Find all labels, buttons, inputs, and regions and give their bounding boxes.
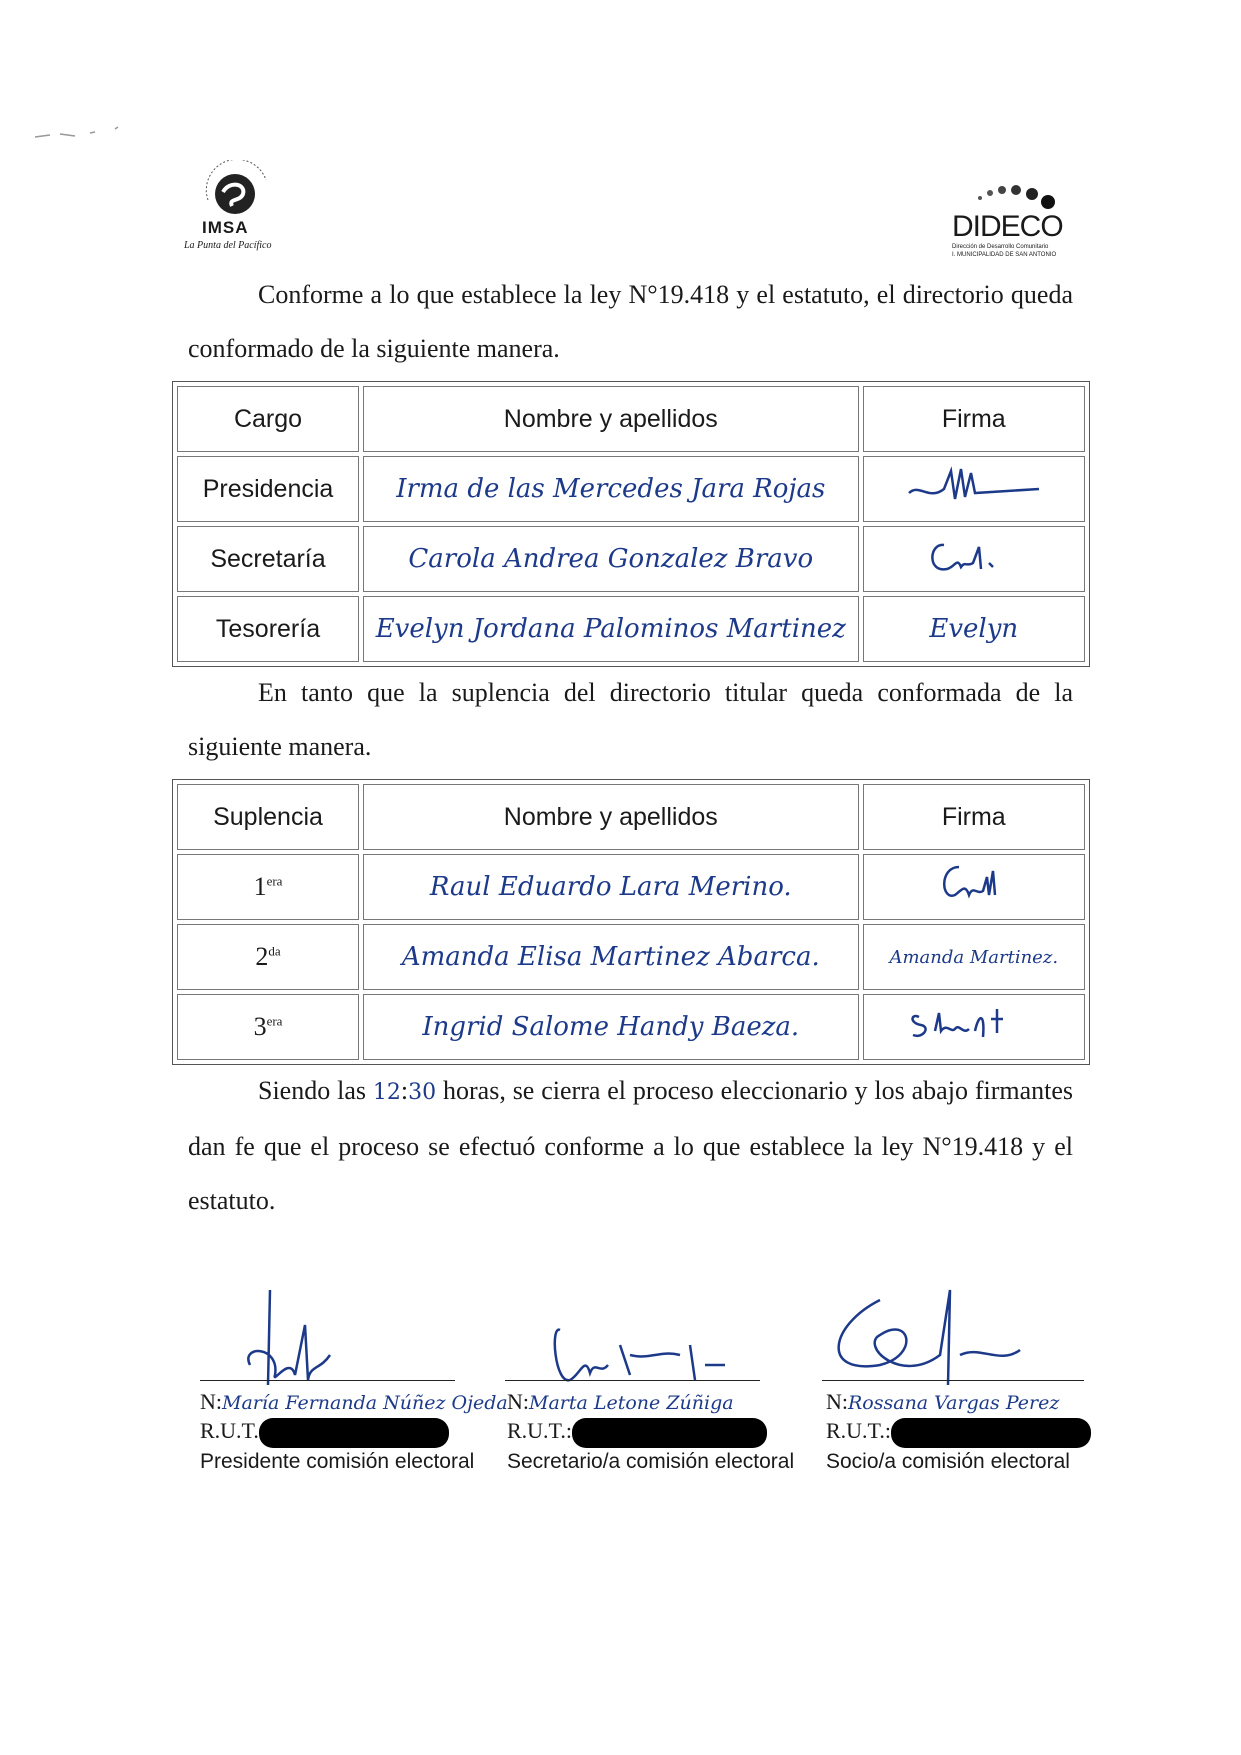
table-row <box>177 596 1085 662</box>
nombre-cell: Irma de las Mercedes Jara Rojas <box>363 456 859 522</box>
table-row <box>177 854 1085 920</box>
table-row <box>177 994 1085 1060</box>
role-caption: Socio/a comisión electoral <box>826 1449 1070 1473</box>
signature-line <box>822 1380 1084 1381</box>
firma-cell <box>863 526 1085 592</box>
signature-president-icon <box>248 1290 330 1385</box>
dideco-subtitle-1: Dirección de Desarrollo Comunitario <box>952 244 1049 250</box>
signatures-graphics <box>180 1285 1080 1400</box>
firma-cell <box>863 854 1085 920</box>
signature-secretary-icon <box>555 1330 725 1381</box>
firma-cell: Evelyn <box>863 596 1085 662</box>
redacted-rut <box>259 1418 449 1448</box>
rut-label: R.U.T. <box>200 1418 259 1443</box>
cargo-cell: Secretaría <box>177 526 359 592</box>
order-number: 2 <box>255 942 269 971</box>
signatory-name: María Fernanda Núñez Ojeda <box>222 1392 508 1414</box>
header-nombre: Nombre y apellidos <box>363 386 859 452</box>
cierre-sep: : <box>400 1076 409 1105</box>
header-firma: Firma <box>863 386 1085 452</box>
n-label: N: <box>507 1389 529 1414</box>
dideco-subtitle-2: I. MUNICIPALIDAD DE SAN ANTONIO <box>952 252 1057 258</box>
nombre-cell: Raul Eduardo Lara Merino. <box>363 854 859 920</box>
header-cargo: Cargo <box>177 386 359 452</box>
redacted-rut <box>891 1418 1091 1448</box>
dideco-dots-icon <box>946 182 1071 212</box>
signatory-president <box>200 1388 510 1476</box>
order-number: 3 <box>253 1012 267 1041</box>
cierre-minute: 30 <box>408 1080 437 1105</box>
paragraph-suplencia: En tanto que la suplencia del directorio titular queda conformada de la siguiente manera. <box>188 678 1073 761</box>
suplencia-order-cell <box>177 994 359 1060</box>
cargo-cell: Presidencia <box>177 456 359 522</box>
signature-icon <box>899 1001 1049 1047</box>
signatory-name: Marta Letone Zúñiga <box>529 1392 734 1414</box>
imsa-logo-text: IMSA <box>202 218 249 237</box>
firma-cell: Amanda Martinez. <box>863 924 1085 990</box>
table-header-row <box>177 784 1085 850</box>
order-number: 1 <box>253 872 267 901</box>
firma-cell <box>863 994 1085 1060</box>
cierre-text-end: horas, se cierra el proceso eleccionario y los abajo firmantes dan fe que el proceso se efectuó conforme a lo que establece la ley N°19.418 y el estatuto. <box>188 1076 1074 1215</box>
order-suffix: da <box>268 943 281 959</box>
header-suplencia: Suplencia <box>177 784 359 850</box>
signature-icon <box>899 861 1049 907</box>
nombre-cell: Evelyn Jordana Palominos Martinez <box>363 596 859 662</box>
signature-line <box>505 1380 760 1381</box>
dideco-logo <box>946 182 1071 262</box>
paragraph-directorio: Conforme a lo que establece la ley N°19.418 y el estatuto, el directorio queda conformado de la siguiente manera. <box>188 280 1073 363</box>
signature-icon <box>899 533 1049 579</box>
table-row <box>177 924 1085 990</box>
n-label: N: <box>200 1389 222 1414</box>
rut-label: R.U.T.: <box>507 1418 572 1443</box>
nombre-cell: Amanda Elisa Martinez Abarca. <box>363 924 859 990</box>
dideco-logo-text: DIDECO <box>952 210 1063 243</box>
header-nombre: Nombre y apellidos <box>363 784 859 850</box>
signature-socio-icon <box>839 1290 1020 1385</box>
firma-cell <box>863 456 1085 522</box>
table-row <box>177 456 1085 522</box>
signature-icon <box>899 463 1049 509</box>
signatory-socio <box>826 1388 1126 1476</box>
nombre-cell: Carola Andrea Gonzalez Bravo <box>363 526 859 592</box>
order-suffix: era <box>266 873 283 889</box>
signatory-secretary <box>507 1388 822 1476</box>
role-caption: Secretario/a comisión electoral <box>507 1449 795 1473</box>
nombre-cell: Ingrid Salome Handy Baeza. <box>363 994 859 1060</box>
imsa-logo <box>184 160 298 260</box>
role-caption: Presidente comisión electoral <box>200 1449 475 1473</box>
signatory-name: Rossana Vargas Perez <box>848 1392 1060 1414</box>
order-suffix: era <box>266 1013 283 1029</box>
n-label: N: <box>826 1389 848 1414</box>
directorio-table <box>172 381 1090 667</box>
cierre-hour: 12 <box>372 1080 401 1105</box>
cargo-cell: Tesorería <box>177 596 359 662</box>
imsa-tagline: La Punta del Pacífico <box>184 240 272 251</box>
scan-artifact <box>30 125 130 145</box>
table-row <box>177 526 1085 592</box>
suplencia-table <box>172 779 1090 1065</box>
paragraph-cierre <box>188 1064 1073 1228</box>
table-header-row <box>177 386 1085 452</box>
rut-label: R.U.T.: <box>826 1418 891 1443</box>
cierre-text-start: Siendo las <box>258 1076 366 1105</box>
header-firma: Firma <box>863 784 1085 850</box>
redacted-rut <box>572 1418 767 1448</box>
signature-line <box>200 1380 455 1381</box>
suplencia-order-cell <box>177 854 359 920</box>
suplencia-order-cell <box>177 924 359 990</box>
